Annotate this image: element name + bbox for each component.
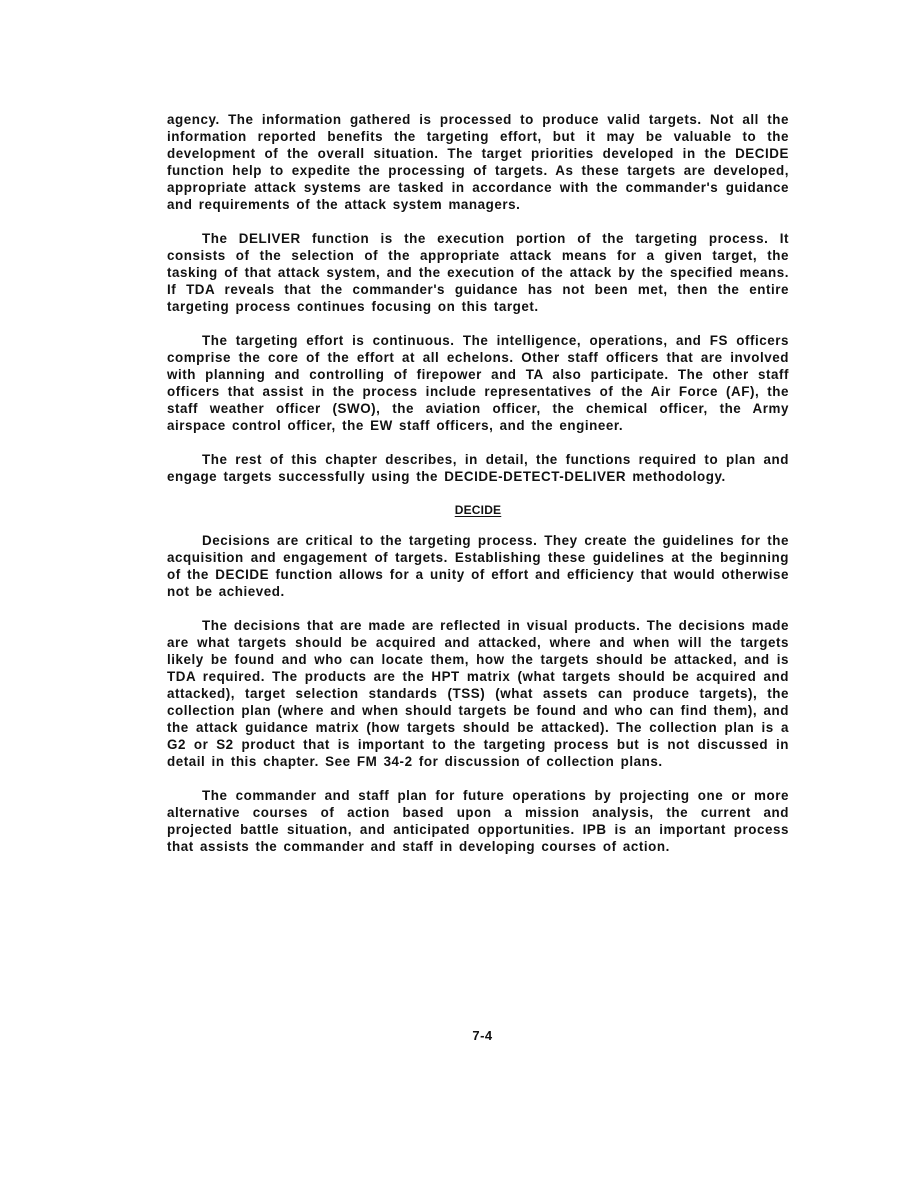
page-number: 7-4 <box>472 1028 493 1043</box>
document-body <box>167 111 789 872</box>
paragraph-targeting-effort: The targeting effort is continuous. The intelligence, operations, and FS officers comprise the core of the effort at all echelons. Other staff officers that are involved with planning and controlling of firepower and TA also participate. The other staff officers that assist in the process include representatives of the Air Force (AF), the staff weather officer (SWO), the aviation officer, the chemical officer, the Army airspace control officer, the EW staff officers, and the engineer. <box>167 333 789 433</box>
paragraph-deliver-function: The DELIVER function is the execution portion of the targeting process. It consists of the selection of the appropriate attack means for a given target, the tasking of that attack system, and the execution of the attack by the specified means. If TDA reveals that the commander's guidance has not been met, then the entire targeting process continues focusing on this target. <box>167 231 789 314</box>
paragraph-chapter-overview: The rest of this chapter describes, in detail, the functions required to plan and engage targets successfully using the DECIDE-DETECT-DELIVER methodology. <box>167 452 789 484</box>
paragraph-continuation: agency. The information gathered is processed to produce valid targets. Not all the information reported benefits the targeting effort, but it may be valuable to the development of the overall situation. The target priorities developed in the DECIDE function help to expedite the processing of targets. As these targets are developed, appropriate attack systems are tasked in accordance with the commander's guidance and requirements of the attack system managers. <box>167 112 789 212</box>
paragraph-decisions-critical: Decisions are critical to the targeting process. They create the guidelines for the acquisition and engagement of targets. Establishing these guidelines at the beginning of the DECIDE function allows for a unity of effort and efficiency that would otherwise not be achieved. <box>167 533 789 599</box>
paragraph-future-operations: The commander and staff plan for future operations by projecting one or more alternative courses of action based upon a mission analysis, the current and projected battle situation, and anticipated opportunities. IPB is an important process that assists the commander and staff in developing courses of action. <box>167 788 789 854</box>
section-heading-decide: DECIDE <box>454 503 502 517</box>
paragraph-visual-products: The decisions that are made are reflected in visual products. The decisions made are what targets should be acquired and attacked, where and when will the targets likely be found and who can locate them, how the targets should be attacked, and is TDA required. The products are the HPT matrix (what targets should be acquired and attacked), target selection standards (TSS) (what assets can produce targets), the collection plan (where and when should targets be found and who can find them), and the attack guidance matrix (how targets should be attacked). The collection plan is a G2 or S2 product that is important to the targeting process but is not discussed in detail in this chapter. See FM 34-2 for discussion of collection plans. <box>167 618 789 769</box>
